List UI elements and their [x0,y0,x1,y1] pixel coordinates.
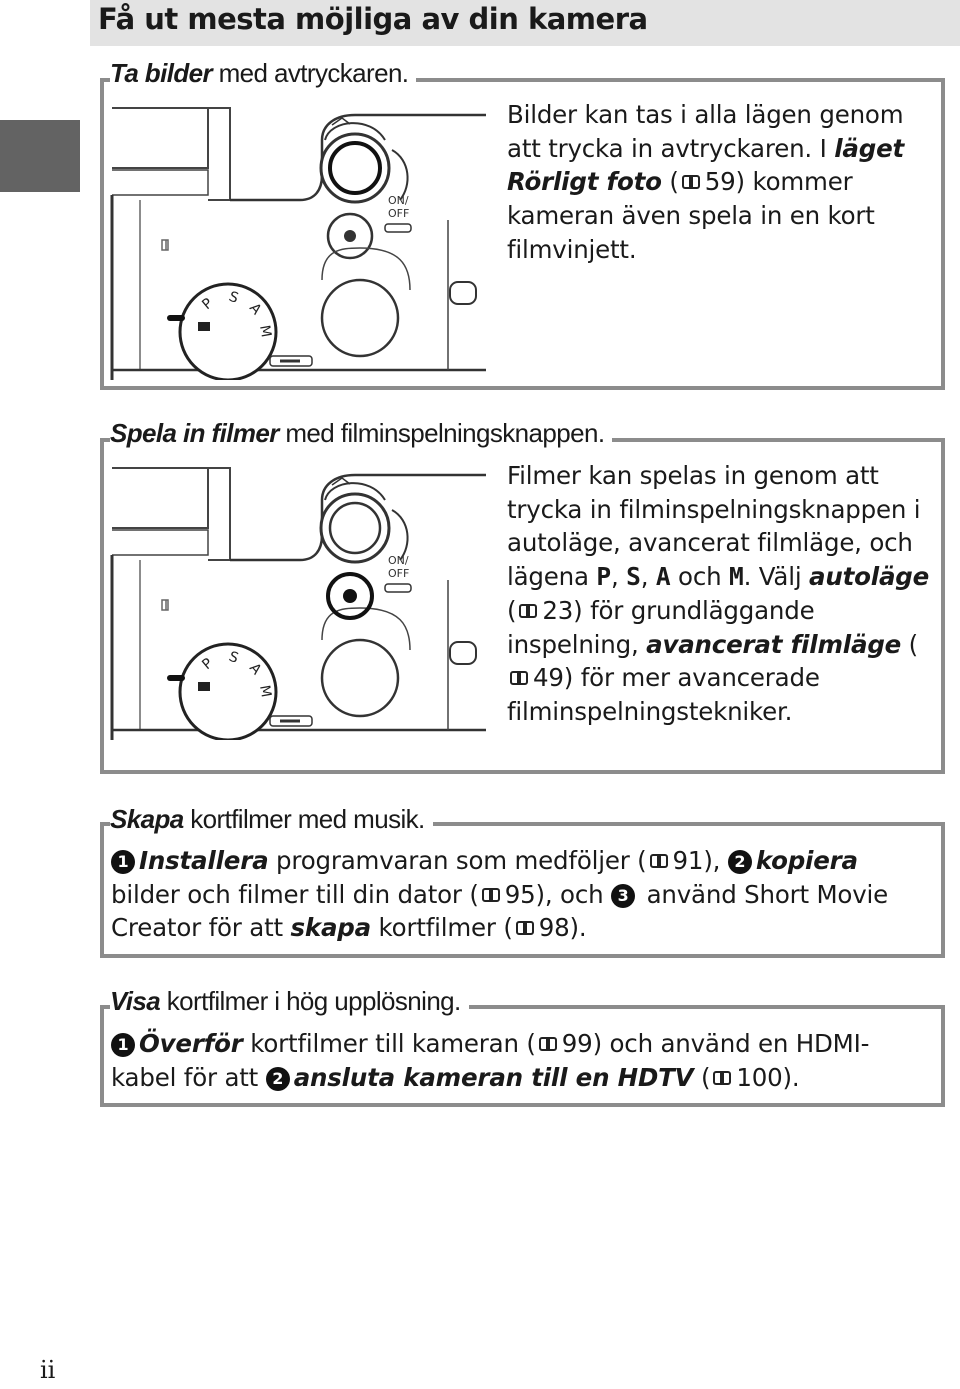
book-icon [515,921,537,937]
section-heading: Ta bilder med avtryckaren. [110,58,416,89]
page-title: Få ut mesta möjliga av din kamera [98,2,648,36]
book-icon [481,888,503,904]
section-text: 1 Installera programvaran som medföljer ( 91), 2 kopiera bilder och filmer till din dator ( 95), och 3 använd Short Movie Creator för att skapa kortfilmer ( 98). [111,846,888,943]
step-number: 1 [111,850,135,874]
section-heading: Spela in filmer med filminspelningsknappen. [110,418,612,449]
book-icon [518,604,540,620]
chapter-tab [0,120,80,192]
page-number: ii [40,1356,56,1384]
section-text: 1 Överför kortfilmer till kameran ( 99) och använd en HDMI-kabel för att 2 ansluta kameran till en HDTV ( 100). [111,1029,870,1092]
book-icon [649,854,671,870]
book-icon [681,175,703,191]
section-text: Bilder kan tas i alla lägen genom att trycka in avtryckaren. I läget Rörligt foto ( 59) kommer kameran även spela in en kort filmvinjett. [507,100,904,264]
step-number: 2 [728,850,752,874]
section-heading: Visa kortfilmer i hög upplösning. [110,986,469,1017]
step-number: 1 [111,1033,135,1057]
section-text: Filmer kan spelas in genom att trycka in filminspelningsknappen i autoläge, avancerat filmläge, och lägena P, S, A och M. Välj autoläge ( 23) för grundläggande inspelning, avancerat filmläge (49) för mer avancerade filminspelningstekniker. [507,461,930,726]
book-icon [509,671,531,687]
camera-top-illustration-movie [110,460,486,740]
book-icon [712,1071,734,1087]
camera-top-illustration-shutter [110,100,486,380]
step-number: 2 [266,1067,290,1091]
section-heading: Skapa kortfilmer med musik. [110,804,433,835]
step-number: 3 [611,884,635,908]
book-icon [538,1037,560,1053]
